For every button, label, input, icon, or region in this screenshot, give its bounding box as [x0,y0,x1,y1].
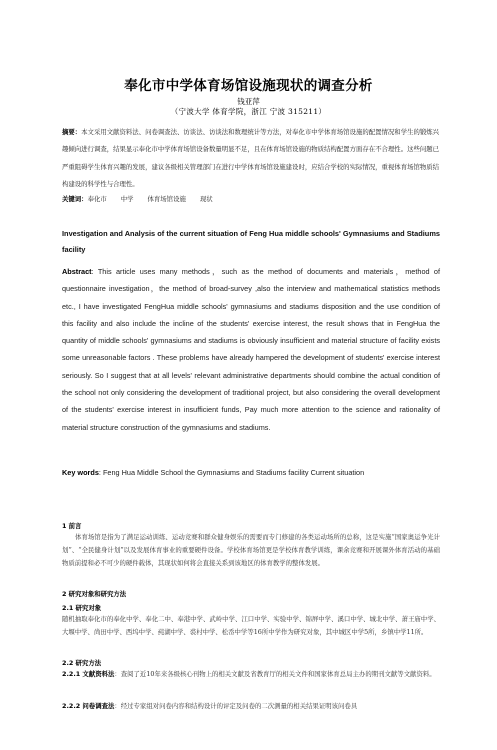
subjects-paragraph: 随机抽取奉化市的奉化中学、奉化二中、奉港中学、武岭中学、江口中学、实验中学、锦屏中学、溪口中学、城北中学、萧王庙中学、大堰中学、尚田中学、西坞中学、莼湖中学、裘村中学、松岙中学等16所中学作为研究对象，其中城区中学5所，乡镇中学11所。 [62,615,440,637]
subsection-heading-subjects: 2.1 研究对象 [62,604,102,612]
keyword-item: 体育场馆设施 [147,195,186,203]
questionnaire-method-paragraph [62,700,440,713]
questionnaire-method-label: 2.2.2 问卷调查法 [62,702,115,710]
literature-method-label: 2.2.1 文献资料法 [62,670,115,678]
questionnaire-method-text: ：经过专家组对问卷内容和结构设计的评定及问卷的二次测量的相关结果证明该问卷具 [114,702,358,710]
section-heading-methods: 2 研究对象和研究方法 [62,590,127,598]
english-keywords [62,468,440,477]
english-abstract-label: Abstract [62,267,92,276]
literature-method-paragraph [62,668,440,681]
paper-title: 奉化市中学体育场馆设施现状的调查分析 [124,78,373,94]
author-affiliation: （宁波大学 体育学院，浙江 宁波 315211） [170,107,327,116]
english-title: Investigation and Analysis of the current situation of Feng Hua middle schools' Gymnasiums and Stadiums facility [62,229,440,254]
keyword-item: 现状 [199,195,213,203]
author-name: 钱亚萍 [237,97,260,106]
keyword-item: 奉化市 [87,195,107,203]
section-heading-introduction: 1 前言 [62,522,82,530]
introduction-paragraph: 体育场馆是指为了满足运动训练、运动竞赛和群众健身娱乐的需要而专门修建的各类运动场所的总称，这是实施“国家奥运争光计划”、“全民健身计划”以及发展体育事业的重要硬件设备。学校体育场馆更是学校体育教学训练，课余竞赛和开展课外体育活动的基础物质前提和必不可少的硬件载体，其现状如何将会直接关系到该地区的体育教学的整体发展。 [62,533,440,568]
literature-method-text: ：查阅了近10年来各级核心刊物上的相关文献及省教育厅的相关文件和国家体育总局主办的期刊文献等文献资料。 [114,670,436,678]
english-keywords-text: : Feng Hua Middle School the Gymnasiums and Stadiums facility Current situation [98,468,365,477]
english-abstract [62,263,440,436]
chinese-keywords [62,194,440,203]
keyword-item: 中学 [120,195,134,203]
english-keywords-label: Key words [62,468,99,477]
chinese-abstract [62,124,440,194]
english-abstract-text: : This article uses many methods，such as the method of documents and materials，method of questionnaire investigation，the method of broad-survey ,also the interview and mathematical statistics methods etc., I have investigated FengHua middle schools' gymnasiums and stadiums disposition and the use condition of this facility and also include the incline of the students' exercise interest, the result shows that in FengHua the quantity of middle schools' gymnasiums and stadiums is obviously insufficient and material structure of facility exists some unreasonable factors . These problems have already hampered the development of students' exercise interest seriously. So I suggest that at all levels' relevant administrative departments should combine the actual condition of the school not only considering the development of traditional project, but also considering the overall development of the students' exercise interest in insufficient funds, Pay much more attention to the science and rationality of material structure construction of the gymnasiums and stadiums. [62,267,440,432]
chinese-keywords-label: 关键词： [62,195,88,203]
chinese-abstract-text: 本文采用文献资料法、问卷调查法、访谈法、访谈法和数理统计等方法，对奉化市中学体育场馆设施的配置情况和学生的锻炼兴趣倾向进行调查，结果显示奉化市中学体育场馆设备数量明显不足，且在体育场馆设施的物质结构配置方面存在不合理性。这些问题已严重阻碍学生体育兴趣的发展，建议各级相关管理部门在进行中学体育场馆设施建设时，应结合学校的实际情况，重视体育场馆物质结构建设的科学性与合理性。 [62,128,440,189]
chinese-abstract-label: 摘要： [62,128,82,136]
subsection-heading-method-list: 2.2 研究方法 [62,659,102,667]
